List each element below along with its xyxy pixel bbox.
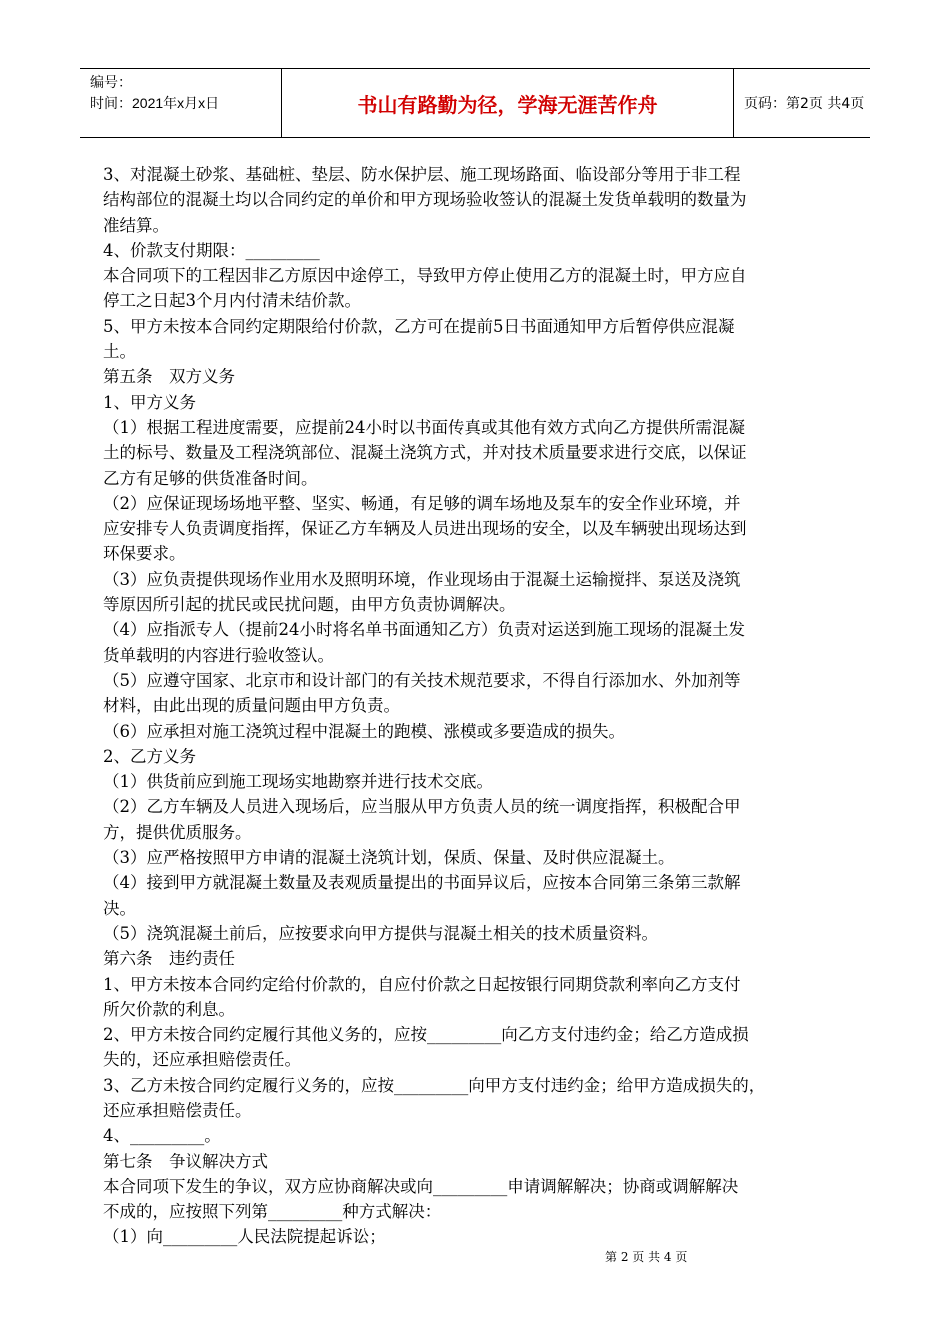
body-line: 本合同项下的工程因非乙方原因中途停工，导致甲方停止使用乙方的混凝土时，甲方应自 <box>103 266 747 286</box>
body-line: 土。 <box>103 342 136 362</box>
body-line: 3、乙方未按合同约定履行义务的，应按_________向甲方支付违约金；给甲方造成损失的， <box>103 1075 766 1095</box>
body-line: （5）浇筑混凝土前后，应按要求向甲方提供与混凝土相关的技术质量资料。 <box>103 923 658 943</box>
body-line: 4、价款支付期限：_________ <box>103 240 320 260</box>
body-line: 所欠价款的利息。 <box>103 999 235 1019</box>
body-line: 2、乙方义务 <box>103 746 196 766</box>
body-line: （3）应负责提供现场作业用水及照明环境，作业现场由于混凝土运输搅拌、泵送及浇筑 <box>103 569 741 589</box>
header-motto: 书山有路勤为径，学海无涯苦作舟 <box>282 69 734 137</box>
body-line: （6）应承担对施工浇筑过程中混凝土的跑模、涨模或多要造成的损失。 <box>103 721 625 741</box>
body-line: （4）接到甲方就混凝土数量及表观质量提出的书面异议后，应按本合同第三条第三款解 <box>103 873 741 893</box>
body-line: 结构部位的混凝土均以合同约定的单价和甲方现场验收签认的混凝土发货单载明的数量为 <box>103 190 747 210</box>
body-line: 2、甲方未按合同约定履行其他义务的，应按_________向乙方支付违约金；给乙方造成损 <box>103 1025 749 1045</box>
body-line: 应安排专人负责调度指挥，保证乙方车辆及人员进出现场的安全，以及车辆驶出现场达到 <box>103 519 747 539</box>
body-line: （3）应严格按照甲方申请的混凝土浇筑计划，保质、保量、及时供应混凝土。 <box>103 848 675 868</box>
body-line: 还应承担赔偿责任。 <box>103 1100 252 1120</box>
body-line: 第七条 争议解决方式 <box>103 1151 268 1171</box>
body-line: 准结算。 <box>103 215 169 235</box>
body-line: （1）供货前应到施工现场实地勘察并进行技术交底。 <box>103 772 493 792</box>
header-meta <box>80 69 282 137</box>
body-line: （1）向_________人民法院提起诉讼； <box>103 1227 386 1247</box>
body-line: 1、甲方未按本合同约定给付价款的，自应付价款之日起按银行同期贷款利率向乙方支付 <box>103 974 741 994</box>
body-line: 等原因所引起的扰民或民扰问题，由甲方负责协调解决。 <box>103 595 516 615</box>
body-line: 1、甲方义务 <box>103 392 196 412</box>
body-line: 材料，由此出现的质量问题由甲方负责。 <box>103 696 400 716</box>
body-line: 货单载明的内容进行验收签认。 <box>103 645 334 665</box>
body-line: 停工之日起3个月内付清未结价款。 <box>103 291 361 311</box>
body-line: 方，提供优质服务。 <box>103 822 252 842</box>
body-line: 乙方有足够的供货准备时间。 <box>103 468 318 488</box>
body-line: （2）应保证现场场地平整、坚实、畅通，有足够的调车场地及泵车的安全作业环境，并 <box>103 493 741 513</box>
body-line: 土的标号、数量及工程浇筑部位、混凝土浇筑方式，并对技术质量要求进行交底，以保证 <box>103 443 747 463</box>
body-line: （2）乙方车辆及人员进入现场后，应当服从甲方负责人员的统一调度指挥，积极配合甲 <box>103 797 741 817</box>
body-line: 本合同项下发生的争议，双方应协商解决或向_________申请调解解决；协商或调解解决 <box>103 1176 739 1196</box>
body-line: 第六条 违约责任 <box>103 949 235 969</box>
header-page-info: 页码：第2页 共4页 <box>744 96 865 112</box>
body-line: （5）应遵守国家、北京市和设计部门的有关技术规范要求，不得自行添加水、外加剂等 <box>103 670 741 690</box>
body-line: （4）应指派专人（提前24小时将名单书面通知乙方）负责对运送到施工现场的混凝土发 <box>103 620 745 640</box>
body-line: 第五条 双方义务 <box>103 367 235 387</box>
body-line: 不成的，应按照下列第_________种方式解决： <box>103 1202 442 1222</box>
document-body <box>103 162 863 1250</box>
header-number-label: 编号： <box>90 74 132 90</box>
document-header <box>80 68 870 138</box>
body-line: 5、甲方未按本合同约定期限给付价款，乙方可在提前5日书面通知甲方后暂停供应混凝 <box>103 316 735 336</box>
page-footer: 第 2 页 共 4 页 <box>605 1250 688 1264</box>
header-time-label: 时间：2021年x月x日 <box>90 95 220 111</box>
body-line: 决。 <box>103 898 136 918</box>
body-line: （1）根据工程进度需要，应提前24小时以书面传真或其他有效方式向乙方提供所需混凝 <box>103 417 745 437</box>
body-line: 3、对混凝土砂浆、基础桩、垫层、防水保护层、施工现场路面、临设部分等用于非工程 <box>103 165 741 184</box>
body-line: 环保要求。 <box>103 544 186 564</box>
body-line: 失的，还应承担赔偿责任。 <box>103 1050 301 1070</box>
body-line: 4、_________。 <box>103 1126 221 1146</box>
